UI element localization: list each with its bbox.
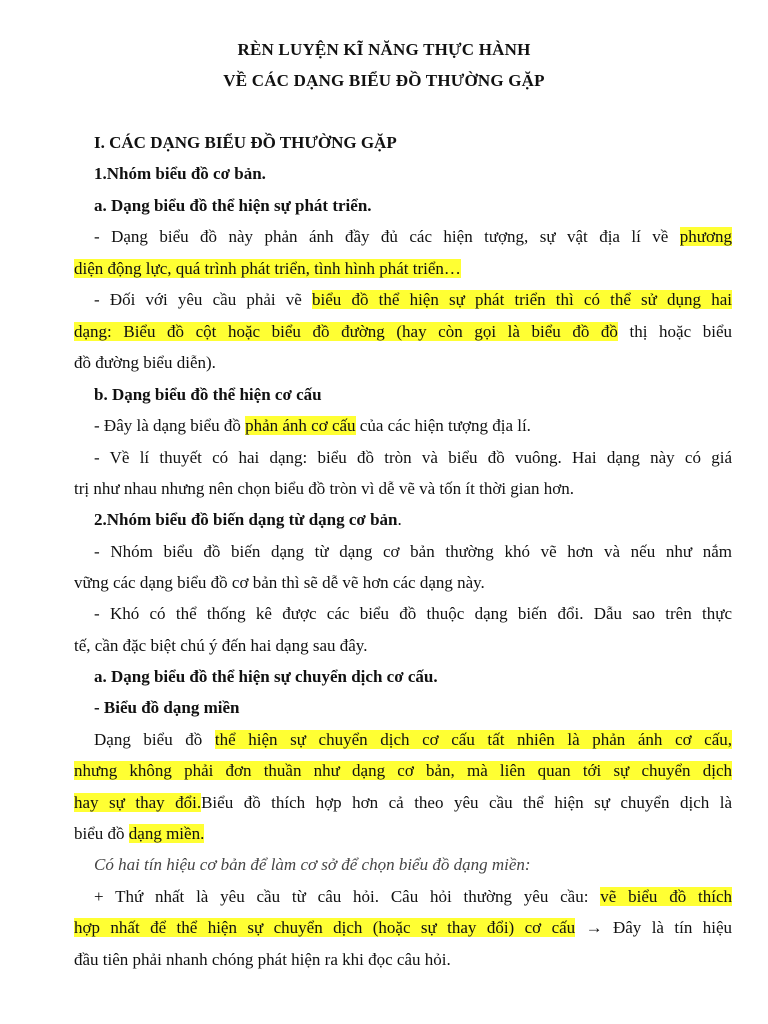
paragraph-line: trị như nhau nhưng nên chọn biểu đồ tròn vì dễ vẽ và tốn ít thời gian hơn. [74,479,575,498]
paragraph-line [74,917,732,939]
text-run: thị hoặc biểu [617,322,732,341]
highlighted-text: dạng miền. [128,824,205,843]
group1-heading: 1.Nhóm biểu đồ cơ bản. [94,164,266,183]
paragraph-line [94,226,732,248]
subsection-2a-heading: a. Dạng biểu đồ thể hiện sự chuyển dịch cơ cấu. [94,667,438,686]
highlighted-text: thể hiện sự chuyển dịch cơ cấu tất nhiên là phản ánh cơ cấu, [214,730,732,749]
text-run: Dạng biểu đồ [94,730,215,749]
highlighted-text: hợp nhất để thể hiện sự chuyển dịch (hoặc sự thay đổi) cơ cấu [74,918,576,937]
group2-heading [94,509,732,531]
text-run: - Dạng biểu đồ này phản ánh đầy đủ các hiện tượng, sự vật địa lí về [94,227,680,246]
paragraph-line [94,289,732,311]
paragraph-line [74,792,732,814]
paragraph-line [74,823,732,845]
highlighted-text: nhưng không phải đơn thuần như dạng cơ bản, mà liên quan tới sự chuyển dịch [74,761,732,780]
text-run: - Đây là dạng biểu đồ [94,416,246,435]
paragraph-line: vững các dạng biểu đồ cơ bản thì sẽ dễ vẽ hơn các dạng này. [74,573,485,592]
paragraph-line [74,760,732,782]
section-heading: I. CÁC DẠNG BIỂU ĐỒ THƯỜNG GẶP [94,133,397,152]
paragraph-line: tế, cần đặc biệt chú ý đến hai dạng sau đây. [74,636,368,655]
paragraph-line: - Về lí thuyết có hai dạng: biểu đồ tròn và biểu đồ vuông. Hai dạng này có giá [94,448,732,467]
highlighted-text: hay sự thay đổi. [74,793,202,812]
paragraph-line [94,886,732,908]
text-run: → Đây là tín hiệu [575,918,733,937]
text-run: Biểu đồ thích hợp hơn cả theo yêu cầu thể hiện sự chuyển dịch là [201,793,732,812]
text-run: của các hiện tượng địa lí. [355,416,531,435]
paragraph-line: - Khó có thể thống kê được các biểu đồ thuộc dạng biến đổi. Dẫu sao trên thực [94,604,732,623]
highlighted-text: biểu đồ thể hiện sự phát triển thì có thể sử dụng hai [312,290,732,309]
paragraph-line: đầu tiên phải nhanh chóng phát hiện ra khi đọc câu hỏi. [74,950,451,969]
title-line-2: VỀ CÁC DẠNG BIỂU ĐỒ THƯỜNG GẶP [223,71,545,90]
paragraph-line [94,415,732,437]
italic-note: Có hai tín hiệu cơ bản để làm cơ sở để chọn biểu đồ dạng miền: [94,855,531,874]
paragraph-line [94,729,732,751]
paragraph-line: - Nhóm biểu đồ biến dạng từ dạng cơ bản thường khó vẽ hơn và nếu như nắm [94,542,732,561]
text-run: - Đối với yêu cầu phải vẽ [94,290,313,309]
subsection-b-heading: b. Dạng biểu đồ thể hiện cơ cấu [94,385,322,404]
chart-type-subheading: - Biểu đồ dạng miền [94,698,240,717]
highlighted-text: phương [679,227,732,246]
title-line-1: RÈN LUYỆN KĨ NĂNG THỰC HÀNH [237,40,531,59]
text-run: biểu đồ [74,824,129,843]
highlighted-text: diện động lực, quá trình phát triển, tình hình phát triển… [74,259,461,278]
text-run: 2.Nhóm biểu đồ biến dạng từ dạng cơ bản [94,510,398,529]
highlighted-text: dạng: Biểu đồ cột hoặc biểu đồ đường (hay còn gọi là biểu đồ đồ [74,322,618,341]
paragraph-line [74,321,732,343]
subsection-a-heading: a. Dạng biểu đồ thể hiện sự phát triển. [94,196,372,215]
highlighted-text: vẽ biểu đồ thích [600,887,732,906]
highlighted-text: phản ánh cơ cấu [245,416,356,435]
paragraph-line [74,258,732,280]
text-run: . [397,510,402,529]
text-run: + Thứ nhất là yêu cầu từ câu hỏi. Câu hỏi thường yêu cầu: [94,887,601,906]
paragraph-line: đồ đường biểu diễn). [74,353,216,372]
